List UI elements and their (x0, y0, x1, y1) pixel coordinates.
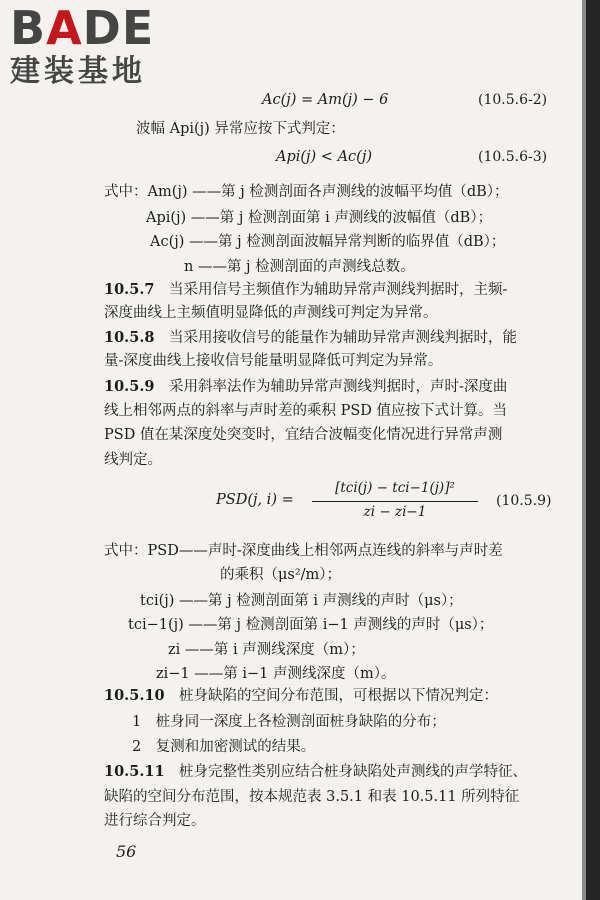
clause-10-5-10: 10.5.10 桩身缺陷的空间分布范围，可根据以下情况判定： (104, 687, 499, 704)
fraction-bar (312, 501, 478, 502)
equation-lhs: PSD(j, i) = (216, 492, 294, 508)
paragraph-line: 线上相邻两点的斜率与声时差的乘积 PSD 值应按下式计算。当 (104, 403, 508, 419)
clause-10-5-9: 10.5.9 采用斜率法作为辅助异常声测线判据时，声时-深度曲 (104, 378, 508, 395)
clause-10-5-11: 10.5.11 桩身完整性类别应结合桩身缺陷处声测线的声学特征、 (104, 763, 528, 780)
paragraph-line: 波幅 Api(j) 异常应按下式判定： (136, 121, 345, 137)
page-edge-shadow (586, 0, 600, 900)
equation-number: (10.5.6-2) (478, 92, 548, 108)
definition-line: Api(j) ——第 j 检测剖面第 i 声测线的波幅值（dB）； (146, 210, 493, 226)
paragraph-line: 深度曲线上主频值明显降低的声测线可判定为异常。 (104, 305, 438, 321)
equation-10-5-6-2: Ac(j) = Am(j) − 6 (262, 92, 389, 108)
page-edge-gutter (582, 0, 586, 900)
paragraph-line: 缺陷的空间分布范围，按本规范表 3.5.1 和表 10.5.11 所列特征 (104, 789, 520, 805)
fraction-denominator: zi − zi−1 (363, 504, 427, 520)
list-item: 1 桩身同一深度上各检测剖面桩身缺陷的分布； (132, 714, 446, 730)
fraction-numerator: [tci(j) − tci−1(j)]² (335, 480, 455, 496)
definition-line: zi−1 ——第 i−1 声测线深度（m）。 (156, 666, 396, 682)
definition-line: n ——第 j 检测剖面的声测线总数。 (184, 259, 415, 275)
definition-line: tci−1(j) ——第 j 检测剖面第 i−1 声测线的声时（μs）； (128, 617, 494, 633)
definition-line: 的乘积（μs²/m）； (220, 567, 342, 583)
logo-subtitle: 建装基地 (10, 54, 146, 89)
paragraph-line: 线判定。 (104, 452, 162, 468)
paragraph-line: 进行综合判定。 (104, 813, 206, 829)
equation-number: (10.5.6-3) (478, 149, 548, 165)
equation-10-5-6-3: Api(j) < Ac(j) (276, 149, 372, 165)
watermark-logo (10, 1, 155, 90)
clause-10-5-7: 10.5.7 当采用信号主频值作为辅助异常声测线判据时，主频- (104, 281, 508, 298)
definition-line: tci(j) ——第 j 检测剖面第 i 声测线的声时（μs）； (140, 593, 463, 609)
clause-10-5-8: 10.5.8 当采用接收信号的能量作为辅助异常声测线判据时，能 (104, 329, 517, 346)
definition-line: 式中：Am(j) ——第 j 检测剖面各声测线的波幅平均值（dB）； (104, 184, 509, 200)
definition-line: zi ——第 i 声测线深度（m）； (168, 642, 365, 658)
logo-brand: BADE (10, 1, 155, 55)
paragraph-line: 量-深度曲线上接收信号能量明显降低可判定为异常。 (104, 353, 443, 369)
equation-number: (10.5.9) (496, 493, 552, 509)
paragraph-line: PSD 值在某深度处突变时，宜结合波幅变化情况进行异常声测 (104, 427, 503, 443)
definition-line: 式中：PSD——声时-深度曲线上相邻两点连线的斜率与声时差 (104, 543, 503, 559)
definition-line: Ac(j) ——第 j 检测剖面波幅异常判断的临界值（dB）； (150, 234, 506, 250)
list-item: 2 复测和加密测试的结果。 (132, 739, 316, 755)
page-number: 56 (116, 842, 137, 861)
